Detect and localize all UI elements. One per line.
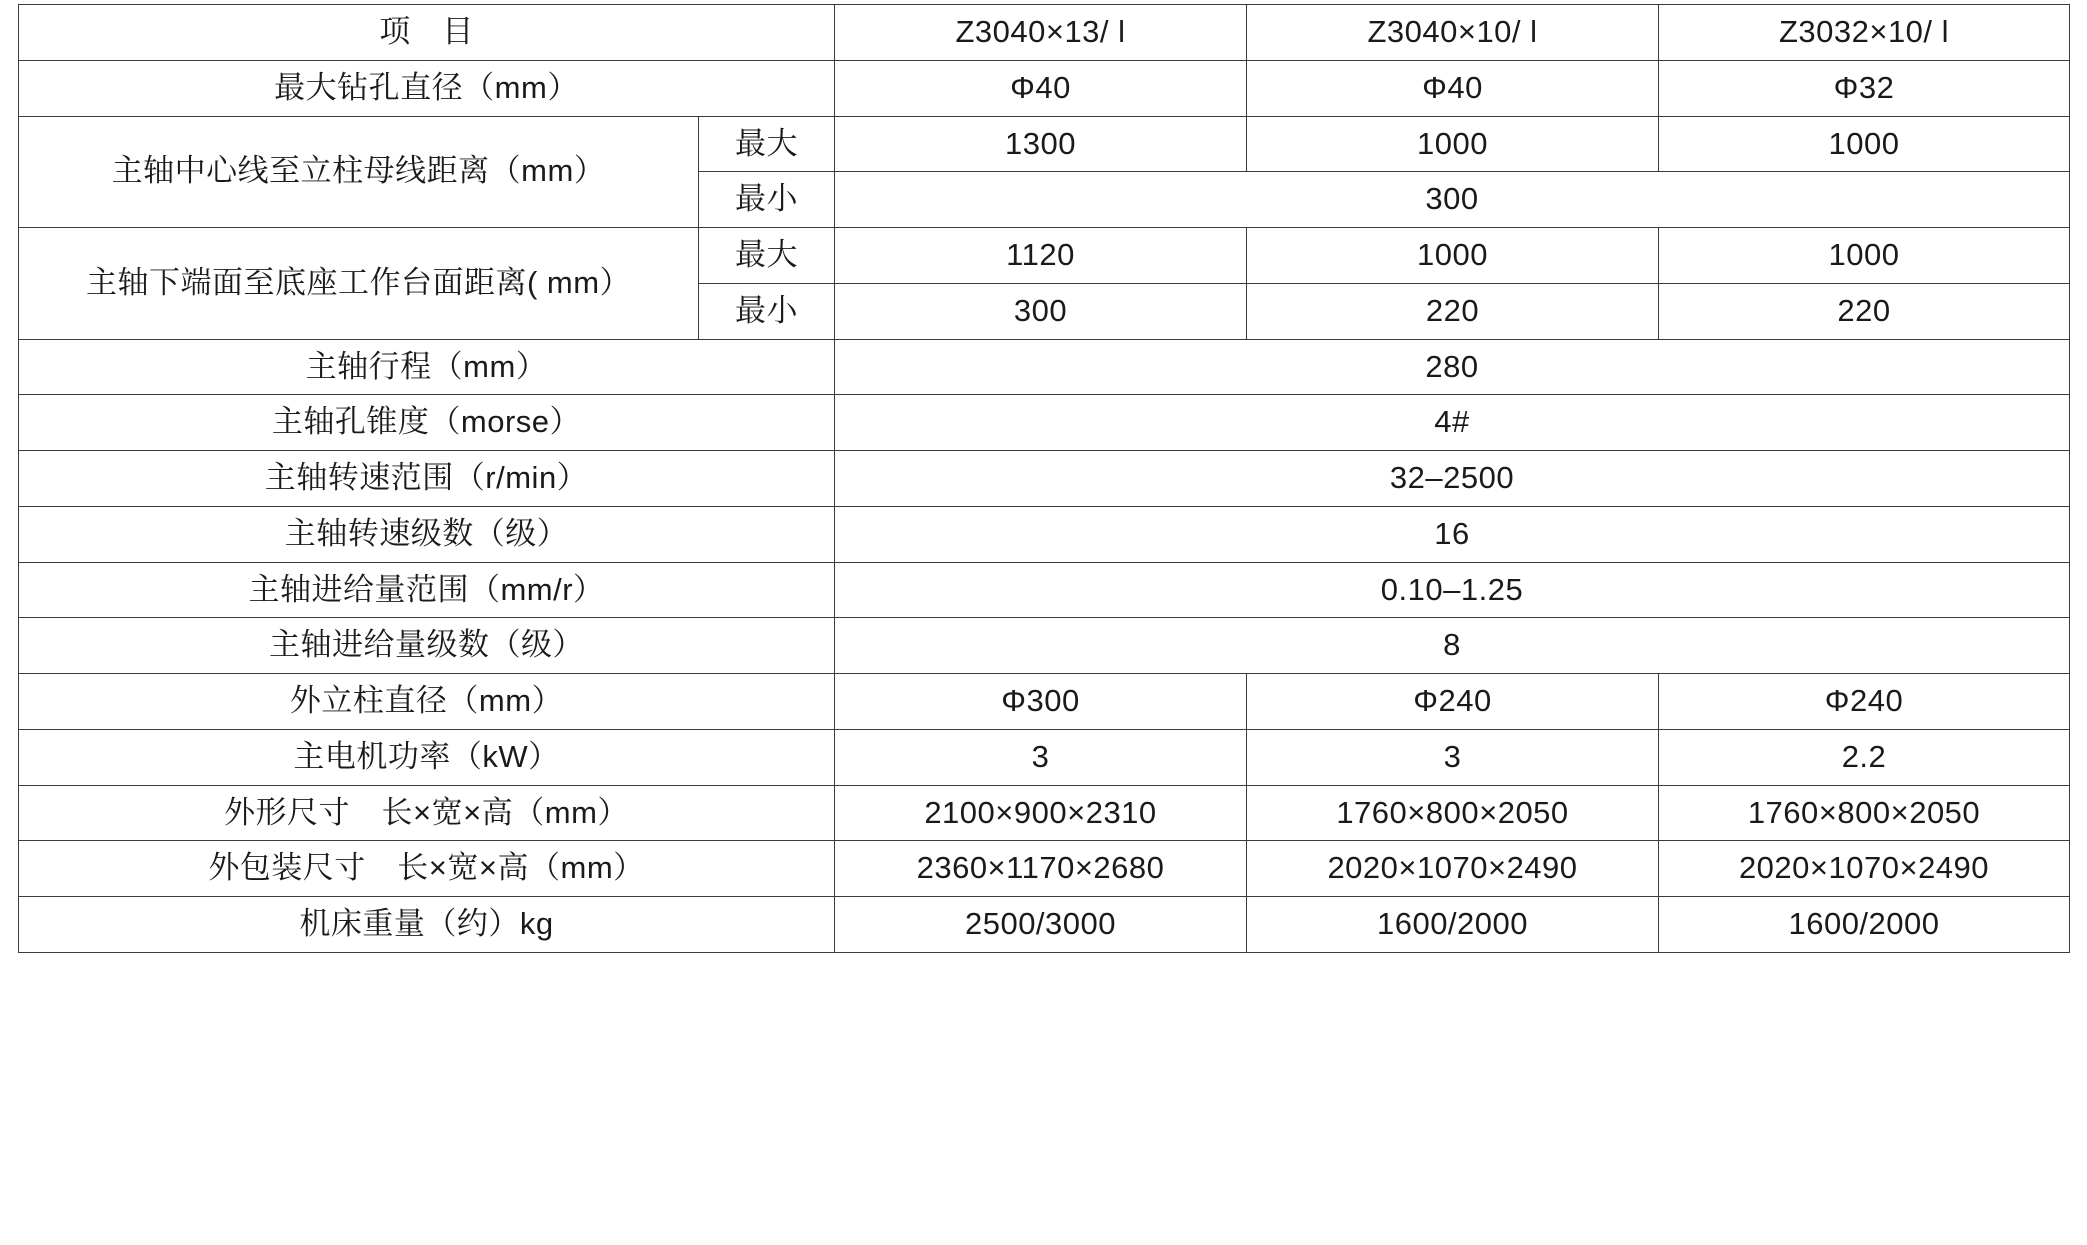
row-value: 1000 bbox=[1659, 116, 2070, 172]
row-label: 外形尺寸 长×宽×高（mm） bbox=[19, 785, 835, 841]
header-model-2: Z3040×10/ l bbox=[1247, 5, 1659, 61]
table-row bbox=[19, 618, 2070, 674]
table-row bbox=[19, 506, 2070, 562]
table-row bbox=[19, 116, 2070, 172]
table-header-row bbox=[19, 5, 2070, 61]
row-value: 2100×900×2310 bbox=[835, 785, 1247, 841]
row-value-merged: 8 bbox=[835, 618, 2070, 674]
row-value: Φ40 bbox=[1247, 60, 1659, 116]
row-label: 主轴转速级数（级） bbox=[19, 506, 835, 562]
row-label: 主轴孔锥度（morse） bbox=[19, 395, 835, 451]
row-label: 主轴中心线至立柱母线距离（mm） bbox=[19, 116, 699, 228]
row-value: 220 bbox=[1659, 283, 2070, 339]
row-label: 主轴行程（mm） bbox=[19, 339, 835, 395]
row-value-merged: 16 bbox=[835, 506, 2070, 562]
header-model-1: Z3040×13/ l bbox=[835, 5, 1247, 61]
row-value: 2360×1170×2680 bbox=[835, 841, 1247, 897]
row-value: 3 bbox=[835, 729, 1247, 785]
row-sublabel: 最大 bbox=[699, 228, 835, 284]
table-row bbox=[19, 897, 2070, 953]
row-value: Φ240 bbox=[1247, 674, 1659, 730]
row-sublabel: 最小 bbox=[699, 172, 835, 228]
row-value: 2020×1070×2490 bbox=[1247, 841, 1659, 897]
table-row bbox=[19, 674, 2070, 730]
row-label: 主轴进给量级数（级） bbox=[19, 618, 835, 674]
table-row bbox=[19, 785, 2070, 841]
row-value-merged: 0.10–1.25 bbox=[835, 562, 2070, 618]
row-value: 2020×1070×2490 bbox=[1659, 841, 2070, 897]
row-value: 1000 bbox=[1247, 228, 1659, 284]
row-label: 机床重量（约）kg bbox=[19, 897, 835, 953]
row-value: 2.2 bbox=[1659, 729, 2070, 785]
row-value: 220 bbox=[1247, 283, 1659, 339]
row-value-merged: 300 bbox=[835, 172, 2070, 228]
row-label: 外包装尺寸 长×宽×高（mm） bbox=[19, 841, 835, 897]
row-value: 1300 bbox=[835, 116, 1247, 172]
table-row bbox=[19, 562, 2070, 618]
row-value: Φ240 bbox=[1659, 674, 2070, 730]
row-label: 主轴进给量范围（mm/r） bbox=[19, 562, 835, 618]
row-value: 1000 bbox=[1659, 228, 2070, 284]
row-value: 1000 bbox=[1247, 116, 1659, 172]
row-value-merged: 4# bbox=[835, 395, 2070, 451]
table-row bbox=[19, 451, 2070, 507]
row-value: 1760×800×2050 bbox=[1659, 785, 2070, 841]
header-item-label: 项 目 bbox=[19, 5, 835, 61]
row-value: 300 bbox=[835, 283, 1247, 339]
row-value: 1760×800×2050 bbox=[1247, 785, 1659, 841]
table-row bbox=[19, 339, 2070, 395]
row-label: 主轴下端面至底座工作台面距离( mm） bbox=[19, 228, 699, 340]
table-row bbox=[19, 395, 2070, 451]
header-model-3: Z3032×10/ l bbox=[1659, 5, 2070, 61]
row-value: Φ300 bbox=[835, 674, 1247, 730]
row-value: 3 bbox=[1247, 729, 1659, 785]
row-value: 1600/2000 bbox=[1659, 897, 2070, 953]
row-label: 外立柱直径（mm） bbox=[19, 674, 835, 730]
row-value: 2500/3000 bbox=[835, 897, 1247, 953]
row-sublabel: 最大 bbox=[699, 116, 835, 172]
row-value: Φ40 bbox=[835, 60, 1247, 116]
table-row bbox=[19, 60, 2070, 116]
table-row bbox=[19, 729, 2070, 785]
specification-table bbox=[18, 4, 2070, 953]
row-sublabel: 最小 bbox=[699, 283, 835, 339]
row-value-merged: 280 bbox=[835, 339, 2070, 395]
row-value: 1600/2000 bbox=[1247, 897, 1659, 953]
row-value: 1120 bbox=[835, 228, 1247, 284]
row-value-merged: 32–2500 bbox=[835, 451, 2070, 507]
row-label: 主轴转速范围（r/min） bbox=[19, 451, 835, 507]
table-row bbox=[19, 228, 2070, 284]
row-value: Φ32 bbox=[1659, 60, 2070, 116]
table-row bbox=[19, 841, 2070, 897]
row-label: 主电机功率（kW） bbox=[19, 729, 835, 785]
row-label: 最大钻孔直径（mm） bbox=[19, 60, 835, 116]
